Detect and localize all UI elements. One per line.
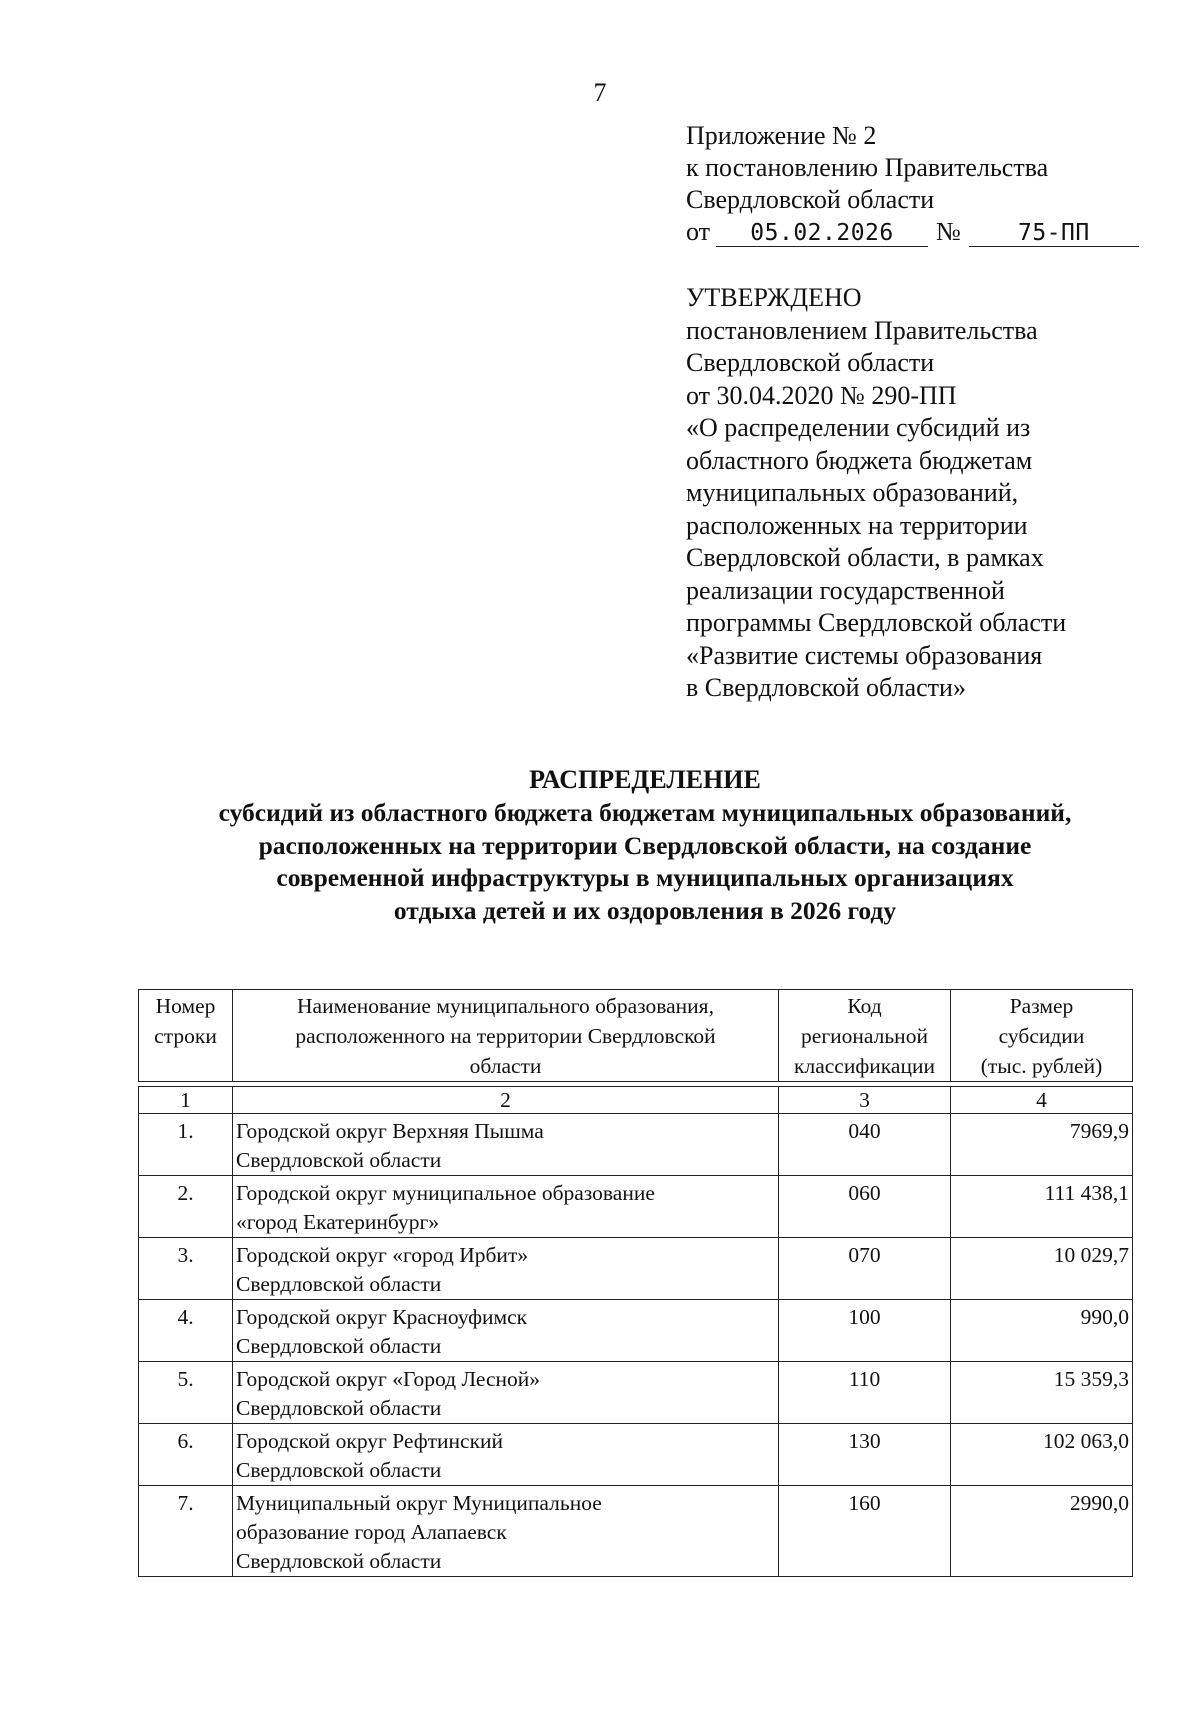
approved-line: реализации государственной bbox=[686, 575, 1005, 605]
approved-line: «О распределении субсидий из bbox=[686, 413, 1031, 442]
row-number: 1. bbox=[139, 1114, 233, 1176]
row-number: 2. bbox=[139, 1176, 233, 1238]
page-number: 7 bbox=[593, 78, 607, 107]
row-number: 6. bbox=[139, 1424, 233, 1486]
region-code: 100 bbox=[779, 1300, 951, 1362]
subsidy-table bbox=[138, 989, 1133, 1577]
approved-line: в Свердловской области» bbox=[686, 673, 966, 702]
approved-block bbox=[686, 282, 1066, 705]
number-label: № bbox=[936, 217, 961, 246]
subsidy-amount: 15 359,3 bbox=[951, 1362, 1133, 1424]
subsidy-amount: 111 438,1 bbox=[951, 1176, 1133, 1238]
municipality-name: Городской округ Рефтинский Свердловской области bbox=[233, 1424, 779, 1486]
table-row bbox=[139, 1424, 1133, 1486]
municipality-name: Городской округ «Город Лесной» Свердловской области bbox=[233, 1362, 779, 1424]
row-number: 3. bbox=[139, 1238, 233, 1300]
subsidy-amount: 102 063,0 bbox=[951, 1424, 1133, 1486]
municipality-name: Городской округ муниципальное образование «город Екатеринбург» bbox=[233, 1176, 779, 1238]
column-number: 1 bbox=[139, 1087, 233, 1114]
subtitle-line: расположенных на территории Свердловской области, на создание bbox=[258, 830, 1032, 860]
table-row bbox=[139, 1176, 1133, 1238]
region-code: 160 bbox=[779, 1486, 951, 1577]
municipality-name: Городской округ «город Ирбит» Свердловской области bbox=[233, 1238, 779, 1300]
appendix-line: Приложение № 2 bbox=[686, 121, 877, 150]
column-number: 4 bbox=[951, 1087, 1133, 1114]
approved-line: Свердловской области, в рамках bbox=[686, 543, 1044, 572]
approved-line: расположенных на территории bbox=[686, 510, 1028, 540]
subtitle-line: отдыха детей и их оздоровления в 2026 году bbox=[393, 895, 897, 925]
region-code: 070 bbox=[779, 1238, 951, 1300]
subtitle-line: субсидий из областного бюджета бюджетам муниципальных образований, bbox=[218, 798, 1072, 827]
region-code: 060 bbox=[779, 1176, 951, 1238]
table-row bbox=[139, 1486, 1133, 1577]
appendix-line: к постановлению Правительства bbox=[686, 153, 1049, 182]
column-numbers-row bbox=[139, 1087, 1133, 1114]
decree-date: 05.02.2026 bbox=[716, 220, 928, 247]
column-number: 3 bbox=[779, 1087, 951, 1114]
header-row-number: Номер строки bbox=[139, 990, 233, 1082]
document-title: РАСПРЕДЕЛЕНИЕ bbox=[529, 765, 761, 794]
table-row bbox=[139, 1114, 1133, 1176]
approved-line: УТВЕРЖДЕНО bbox=[686, 283, 862, 312]
approved-line: «Развитие системы образования bbox=[686, 640, 1043, 670]
appendix-date-line bbox=[686, 216, 1139, 248]
row-number: 5. bbox=[139, 1362, 233, 1424]
subsidy-amount: 10 029,7 bbox=[951, 1238, 1133, 1300]
subsidy-amount: 2990,0 bbox=[951, 1486, 1133, 1577]
table-row bbox=[139, 1238, 1133, 1300]
subtitle-line: современной инфраструктуры в муниципальных организациях bbox=[276, 863, 1014, 892]
table-header-row bbox=[139, 990, 1133, 1082]
row-number: 4. bbox=[139, 1300, 233, 1362]
document-subtitle bbox=[100, 797, 1190, 927]
approved-line: от 30.04.2020 № 290-ПП bbox=[686, 380, 957, 410]
region-code: 040 bbox=[779, 1114, 951, 1176]
decree-number: 75-ПП bbox=[969, 220, 1139, 247]
municipality-name: Муниципальный округ Муниципальное образование город Алапаевск Свердловской области bbox=[233, 1486, 779, 1577]
column-number: 2 bbox=[233, 1087, 779, 1114]
date-prefix: от bbox=[686, 217, 711, 246]
approved-line: Свердловской области bbox=[686, 348, 935, 377]
subsidy-amount: 990,0 bbox=[951, 1300, 1133, 1362]
approved-line: постановлением Правительства bbox=[686, 315, 1038, 345]
header-region-code: Код региональной классификации bbox=[779, 990, 951, 1082]
appendix-line: Свердловской области bbox=[686, 185, 935, 214]
approved-line: программы Свердловской области bbox=[686, 608, 1067, 637]
header-subsidy-amount: Размер субсидии (тыс. рублей) bbox=[951, 990, 1133, 1082]
region-code: 130 bbox=[779, 1424, 951, 1486]
subsidy-amount: 7969,9 bbox=[951, 1114, 1133, 1176]
table-row bbox=[139, 1300, 1133, 1362]
appendix-block bbox=[686, 120, 1139, 248]
table-row bbox=[139, 1362, 1133, 1424]
approved-line: муниципальных образований, bbox=[686, 478, 1019, 507]
municipality-name: Городской округ Верхняя Пышма Свердловской области bbox=[233, 1114, 779, 1176]
approved-line: областного бюджета бюджетам bbox=[686, 445, 1033, 475]
region-code: 110 bbox=[779, 1362, 951, 1424]
header-municipality-name: Наименование муниципального образования, расположенного на территории Свердловской области bbox=[233, 990, 779, 1082]
municipality-name: Городской округ Красноуфимск Свердловской области bbox=[233, 1300, 779, 1362]
row-number: 7. bbox=[139, 1486, 233, 1577]
